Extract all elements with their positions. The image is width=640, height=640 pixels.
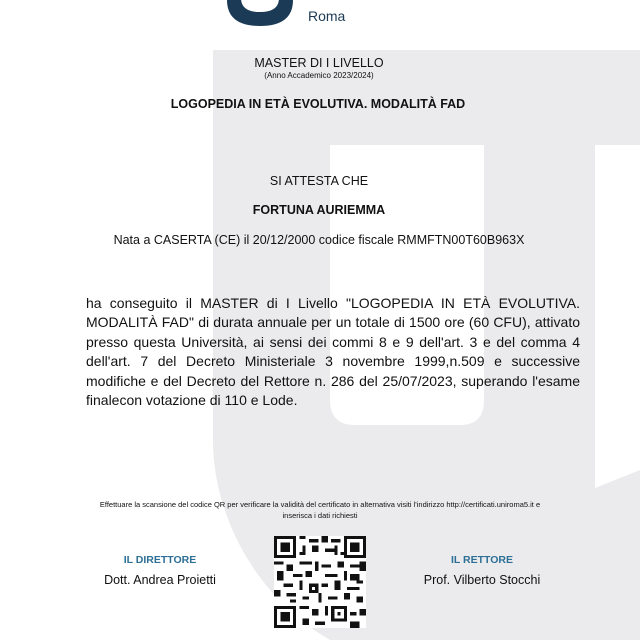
academic-year: (Anno Accademico 2023/2024) <box>264 71 374 80</box>
rector-name: Prof. Vilberto Stocchi <box>423 573 541 587</box>
course-title: LOGOPEDIA IN ETÀ EVOLUTIVA. MODALITÀ FAD <box>170 97 466 111</box>
birth-details: Nata a CASERTA (CE) il 20/12/2000 codice fiscale RMMFTN00T60B963X <box>113 233 525 247</box>
verification-qr-code[interactable] <box>274 536 366 628</box>
rector-role: IL RETTORE <box>450 554 514 566</box>
director-role: IL DIRETTORE <box>123 554 197 566</box>
qr-note-line2: inserisca i dati richiesti <box>282 511 358 520</box>
program-level: MASTER DI I LIVELLO <box>254 56 384 70</box>
attestation-intro: SI ATTESTA CHE <box>269 174 369 188</box>
qr-verification-note <box>0 499 640 521</box>
director-name: Dott. Andrea Proietti <box>104 573 216 587</box>
logo-city: Roma <box>308 8 346 24</box>
director-signature-block <box>100 554 220 587</box>
qr-note-line1: Effettuare la scansione del codice QR per verificare la validità del certificato in alternativa visiti l'indirizzo http://certificati.uniroma5.it e <box>99 500 541 509</box>
certificate-body: ha conseguito il MASTER di I Livello "LOGOPEDIA IN ETÀ EVOLUTIVA. MODALITÀ FAD" di durata annuale per un totale di 1500 ore (60 CFU), attivato presso questa Università, ai sensi dei commi 8 e 9 dell'art. 3 e del comma 4 dell'art. 7 del Decreto Ministeriale 3 novembre 1999,n.509 e successive modifiche e del Decreto del Rettore n. 286 del 25/07/2023, superando l'esame finalecon votazione di 110 e Lode. <box>86 295 580 409</box>
recipient-name: FORTUNA AURIEMMA <box>252 203 386 217</box>
logo-shield-icon <box>225 0 295 26</box>
rector-signature-block <box>417 554 547 587</box>
